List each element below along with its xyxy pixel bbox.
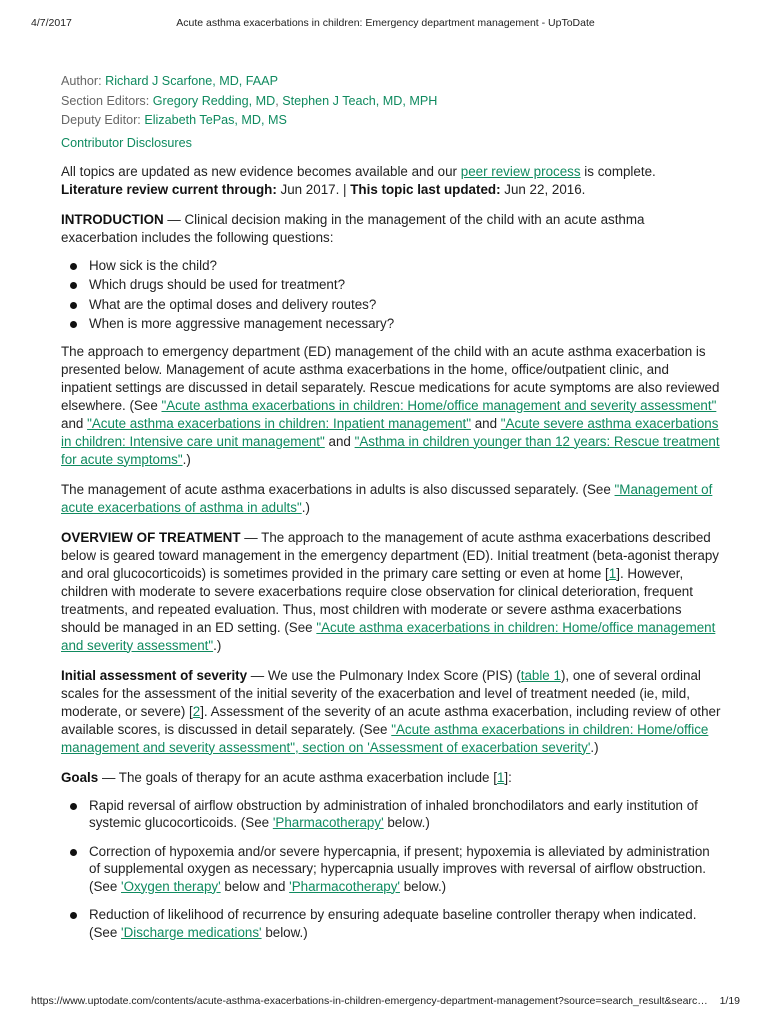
section-link[interactable]: 'Discharge medications' [121, 924, 262, 940]
severity-heading: Initial assessment of severity [61, 667, 248, 683]
intro-question-list [61, 256, 721, 334]
reference-link[interactable]: 1 [496, 769, 505, 785]
print-date: 4/7/2017 [31, 17, 72, 29]
list-item: Reduction of likelihood of recurrence by ensuring adequate baseline controller therapy when indicated. (See 'Discharge medications' below.) [89, 906, 721, 941]
list-item: When is more aggressive management necessary? [89, 314, 721, 334]
introduction-paragraph: INTRODUCTION — Clinical decision making in the management of the child with an acute asthma exacerbation includes the following questions: [61, 211, 645, 245]
topic-link[interactable]: "Acute asthma exacerbations in children: Home/office management and severity assessment" [161, 397, 717, 413]
severity-paragraph: Initial assessment of severity — We use the Pulmonary Index Score (PIS) (table 1), one of several ordinal scales for the assessment of the initial severity of the exacerbation and level of treatment needed (ie, mild, moderate, or severe) [2]. Assessment of the severity of an acute asthma exacerbation, including review of other available scores, is discussed in detail separately. (See "Acute asthma exacerbations in children: Home/office management and severity assessment", section on 'Assessment of exacerbation severity'.) [61, 667, 721, 755]
section-editor-link[interactable]: Gregory Redding, MD [152, 93, 276, 108]
adults-paragraph: The management of acute asthma exacerbations in adults is also discussed separately. (See "Management of acute exacerbations of asthma in adults".) [61, 481, 713, 515]
peer-review-link[interactable]: peer review process [460, 163, 581, 179]
section-link[interactable]: 'Pharmacotherapy' [289, 878, 400, 894]
section-editors-line: Section Editors: Gregory Redding, MD, Stephen J Teach, MD, MPH [61, 93, 438, 108]
section-editor-link[interactable]: Stephen J Teach, MD, MPH [282, 93, 438, 108]
list-item: Correction of hypoxemia and/or severe hypercapnia, if present; hypoxemia is alleviated by administration of supplemental oxygen as necessary; hypercapnia usually improves with reversal of airflow obstruction. (See 'Oxygen therapy' below and 'Pharmacotherapy' below.) [89, 843, 721, 896]
contributor-disclosures-link[interactable]: Contributor Disclosures [61, 135, 192, 150]
deputy-editor-line: Deputy Editor: Elizabeth TePas, MD, MS [61, 113, 287, 127]
goals-heading: Goals [61, 769, 99, 785]
list-item: How sick is the child? [89, 256, 721, 276]
topic-link[interactable]: "Acute asthma exacerbations in children: Home/office management and severity assessment", section on 'Assessment of exacerbation severity' [61, 721, 709, 755]
topic-link[interactable]: "Asthma in children younger than 12 years: Rescue treatment for acute symptoms" [61, 433, 720, 467]
deputy-editor-link[interactable]: Elizabeth TePas, MD, MS [144, 113, 287, 127]
update-notice: All topics are updated as new evidence becomes available and our peer review process is complete. Literature review current through: Jun 2017. | This topic last updated: Jun 22, 2016. [61, 163, 656, 197]
topic-link[interactable]: "Acute asthma exacerbations in children: Home/office management and severity assessment" [61, 619, 716, 653]
page-number: 1/19 [719, 995, 740, 1007]
topic-link[interactable]: "Acute severe asthma exacerbations in children: Intensive care unit management" [61, 415, 719, 449]
overview-paragraph: OVERVIEW OF TREATMENT — The approach to the management of acute asthma exacerbations described below is geared toward management in the emergency department (ED). Initial treatment (beta-agonist therapy and oral glucocorticoids) is sometimes provided in the primary care setting or even at home [1]. However, children with moderate to severe exacerbations require close observation for clinical deterioration, frequent treatments, and repeated evaluation. Thus, most children with moderate or severe asthma exacerbations should be managed in an ED setting. (See "Acute asthma exacerbations in children: Home/office management and severity assessment".) [61, 529, 719, 653]
print-url: https://www.uptodate.com/contents/acute-asthma-exacerbations-in-children-emergency-department-management?source=search_result&searc… [31, 995, 708, 1007]
author-line: Author: Richard J Scarfone, MD, FAAP [61, 74, 278, 88]
author-link[interactable]: Richard J Scarfone, MD, FAAP [105, 74, 278, 88]
list-item: Which drugs should be used for treatment? [89, 275, 721, 295]
topic-link[interactable]: "Management of acute exacerbations of asthma in adults" [61, 481, 713, 515]
list-item: Rapid reversal of airflow obstruction by administration of inhaled bronchodilators and early institution of systemic glucocorticoids. (See 'Pharmacotherapy' below.) [89, 797, 721, 832]
overview-heading: OVERVIEW OF TREATMENT [61, 529, 241, 545]
section-link[interactable]: 'Pharmacotherapy' [272, 815, 384, 830]
article-meta [61, 72, 721, 131]
reference-link[interactable]: 1 [608, 565, 617, 581]
reference-link[interactable]: 2 [192, 703, 201, 719]
goals-list [61, 797, 721, 942]
table-link[interactable]: table 1 [520, 667, 561, 683]
goals-paragraph: Goals — The goals of therapy for an acute asthma exacerbation include [1]: [61, 769, 512, 785]
topic-link[interactable]: "Acute asthma exacerbations in children: Inpatient management" [87, 415, 471, 431]
section-link[interactable]: 'Oxygen therapy' [121, 878, 221, 894]
article-body [61, 72, 721, 952]
print-title: Acute asthma exacerbations in children: Emergency department management - UpToDate [176, 17, 595, 29]
introduction-heading: INTRODUCTION [61, 211, 164, 227]
approach-paragraph: The approach to emergency department (ED) management of the child with an acute asthma exacerbation is presented below. Management of acute asthma exacerbations in the home, office/outpatient clinic, and inpatient settings are discussed in detail separately. Rescue medications for acute symptoms are also reviewed elsewhere. (See "Acute asthma exacerbations in children: Home/office management and severity assessment" and "Acute asthma exacerbations in children: Inpatient management" and "Acute severe asthma exacerbations in children: Intensive care unit management" and "Asthma in children younger than 12 years: Rescue treatment for acute symptoms".) [61, 343, 720, 467]
list-item: What are the optimal doses and delivery routes? [89, 295, 721, 315]
